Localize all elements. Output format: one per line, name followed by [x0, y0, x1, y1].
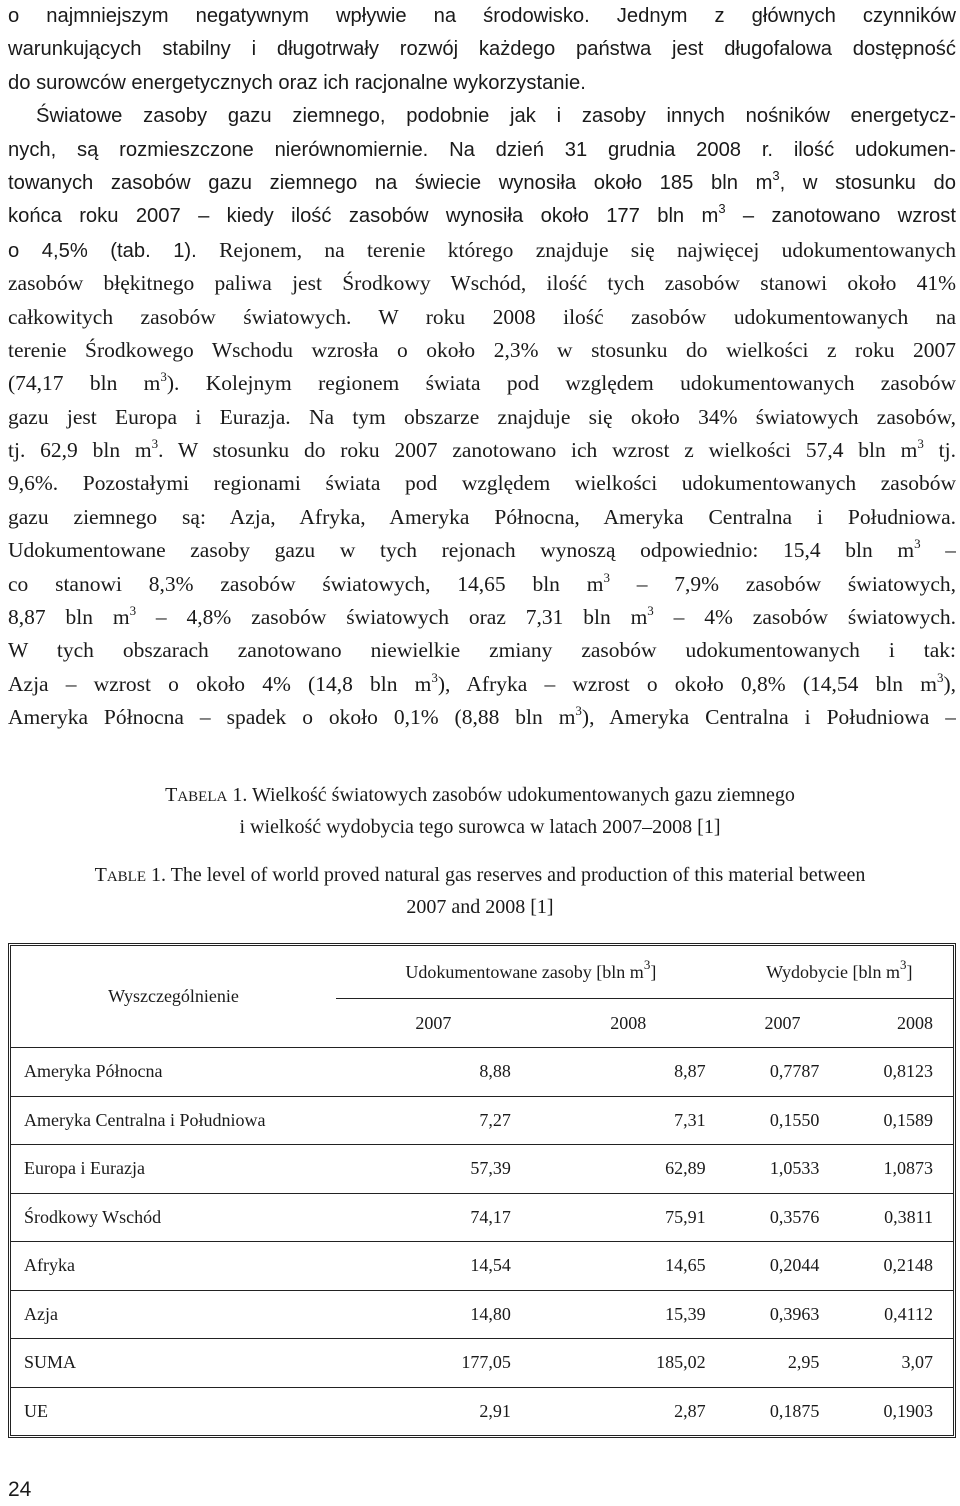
- table-caption-en: TABLE 1. The level of world proved natural gas reserves and production of this material between 2007 and 2008 [1]: [94, 864, 866, 918]
- text-line: gazu ziemnego są: Azja, Afryka, Ameryka Północna, Ameryka Centralna i Południowa.: [8, 504, 956, 529]
- table-cell: 1,0873: [839, 1145, 953, 1194]
- text-line: 8,87 bln $m^3 - 4,8\%$ zasobów światowych oraz 7,31 bln $m^3 - 4\%$ zasobów światowych.: [8, 603, 956, 630]
- table-cell: 8,87: [531, 1048, 726, 1097]
- table-cell: 75,91: [531, 1194, 726, 1243]
- text-line: do surowców energetycznych oraz ich racjonalne wykorzystanie.: [8, 71, 586, 94]
- text-line: terenie Środkowego Wschodu wzrosła o około 2,3% w stosunku do wielkości z roku 2007: [8, 337, 956, 362]
- region-name: Ameryka Centralna i Południowa: [11, 1097, 336, 1146]
- table-cell: 185,02: [531, 1339, 726, 1388]
- table-cell: 7,31: [531, 1097, 726, 1146]
- region-name: SUMA: [11, 1339, 336, 1388]
- table-cell: 0,3963: [726, 1291, 840, 1340]
- column-group-reserves: Udokumentowane zasoby [bln $m^3$]: [336, 946, 726, 999]
- column-header-year: 2008: [839, 999, 953, 1048]
- table-cell: 7,27: [336, 1097, 531, 1146]
- table-cell: 0,8123: [839, 1048, 953, 1097]
- table-row: [11, 1242, 953, 1291]
- region-name: Środkowy Wschód: [11, 1194, 336, 1243]
- region-name: Europa i Eurazja: [11, 1145, 336, 1194]
- text-line: co stanowi 8,3% zasobów światowych, 14,65 bln $m^3 - 7,9\%$ zasobów światowych,: [8, 569, 956, 596]
- table-cell: 62,89: [531, 1145, 726, 1194]
- table-cell: 2,91: [479, 1400, 511, 1421]
- text-line: Światowe zasoby gazu ziemnego, podobnie jak i zasoby innych nośników energetycz-: [36, 105, 956, 128]
- table-cell: 57,39: [336, 1145, 531, 1194]
- table-cell: 0,3576: [726, 1194, 840, 1243]
- table-cell: 8,88: [336, 1048, 531, 1097]
- region-name: UE: [24, 1400, 48, 1421]
- text-line: nych, są rozmieszczone nierównomiernie. Na dzień 31 grudnia 2008 r. ilość udokumen-: [8, 138, 956, 161]
- text-line: 9,6%. Pozostałymi regionami świata pod względem wielkości udokumentowanych zasobów: [8, 471, 956, 496]
- text-line: Udokumentowane zasoby gazu w tych rejonach wynoszą odpowiednio: 15,4 bln $m^3$ –: [8, 536, 956, 563]
- table-row: [11, 1291, 953, 1340]
- column-header-year: 2008: [531, 999, 726, 1048]
- table-cell: 0,1550: [726, 1097, 840, 1146]
- text-line: gazu jest Europa i Eurazja. Na tym obszarze znajduje się około 34% światowych zasobów,: [8, 404, 956, 429]
- text-line: (74,17 bln $m^3$). Kolejnym regionem świata pod względem udokumentowanych zasobów: [8, 369, 956, 396]
- text-line: Ameryka Północna – spadek o około 0,1% (8,88 bln $m^3$), Ameryka Centralna i Południowa –: [8, 703, 956, 730]
- text-line: warunkujących stabilny i długotrwały rozwój każdego państwa jest długofalowa dostępność: [8, 38, 956, 61]
- table-cell: 0,7787: [726, 1048, 840, 1097]
- table-cell: 14,65: [531, 1242, 726, 1291]
- column-header-year: 2007: [336, 999, 531, 1048]
- table-row: [11, 1145, 953, 1194]
- body-paragraph: [8, 0, 956, 735]
- table-cell: 15,39: [531, 1291, 726, 1340]
- table-cell: 0,2044: [726, 1242, 840, 1291]
- text-line: o 4,5% (tab. 1). Rejonem, na terenie którego znajduje się najwięcej udokumentowanych: [8, 237, 956, 262]
- text-line: o najmniejszym negatywnym wpływie na środowisko. Jednym z głównych czynników: [8, 5, 956, 27]
- column-header-label: Wyszczególnienie: [11, 946, 336, 1048]
- table-cell: 1,0533: [726, 1145, 840, 1194]
- table-caption-pl: TABELA 1. Wielkość światowych zasobów udokumentowanych gazu ziemnego i wielkość wydobycia tego surowca w latach 2007–2008 [1]: [165, 784, 795, 838]
- table-cell: 14,54: [336, 1242, 531, 1291]
- text-line: towanych zasobów gazu ziemnego na świecie wynosiła około 185 bln $m^3$, w stosunku do: [8, 167, 956, 194]
- region-name: Afryka: [11, 1242, 336, 1291]
- table-row: [11, 1388, 953, 1436]
- table-cell: 2,87: [674, 1400, 706, 1421]
- table-cell: 177,05: [336, 1339, 531, 1388]
- column-header-year: 2007: [726, 999, 840, 1048]
- gas-reserves-table: [8, 943, 956, 1438]
- table-cell: 14,80: [336, 1291, 531, 1340]
- region-name: Ameryka Północna: [11, 1048, 336, 1097]
- table-cell: 0,2148: [839, 1242, 953, 1291]
- text-line: całkowitych zasobów światowych. W roku 2008 ilość zasobów udokumentowanych na: [8, 304, 956, 329]
- text-line: W tych obszarach zanotowano niewielkie zmiany zasobów udokumentowanych i tak:: [8, 638, 956, 663]
- region-name: Azja: [11, 1291, 336, 1340]
- page-number: 24: [8, 1478, 32, 1501]
- table-row: [11, 1048, 953, 1097]
- text-line: Azja – wzrost o około 4% (14,8 bln $m^3$), Afryka – wzrost o około 0,8% (14,54 bln $m^3$),: [8, 669, 956, 696]
- text-line: końca roku 2007 – kiedy ilość zasobów wynosiła około 177 bln $m^3$ – zanotowano wzrost: [8, 201, 956, 228]
- table-cell: 0,3811: [839, 1194, 953, 1243]
- table-row: [11, 1194, 953, 1243]
- table-cell: 3,07: [839, 1339, 953, 1388]
- text-line: tj. 62,9 bln $m^3$. W stosunku do roku 2007 zanotowano ich wzrost z wielkości 57,4 bln $m^3$ tj.: [8, 436, 956, 463]
- table-cell: 0,1875: [769, 1400, 820, 1421]
- table-cell: 0,1589: [839, 1097, 953, 1146]
- table-cell: 0,4112: [839, 1291, 953, 1340]
- table-cell: 2,95: [726, 1339, 840, 1388]
- table-row: [11, 1097, 953, 1146]
- table-row: [11, 1339, 953, 1388]
- text-line: zasobów błękitnego paliwa jest Środkowy Wschód, ilość tych zasobów stanowi około 41%: [8, 271, 956, 296]
- table-cell: 0,1903: [883, 1400, 933, 1421]
- column-group-production: Wydobycie [bln $m^3$]: [726, 946, 953, 999]
- table-cell: 74,17: [336, 1194, 531, 1243]
